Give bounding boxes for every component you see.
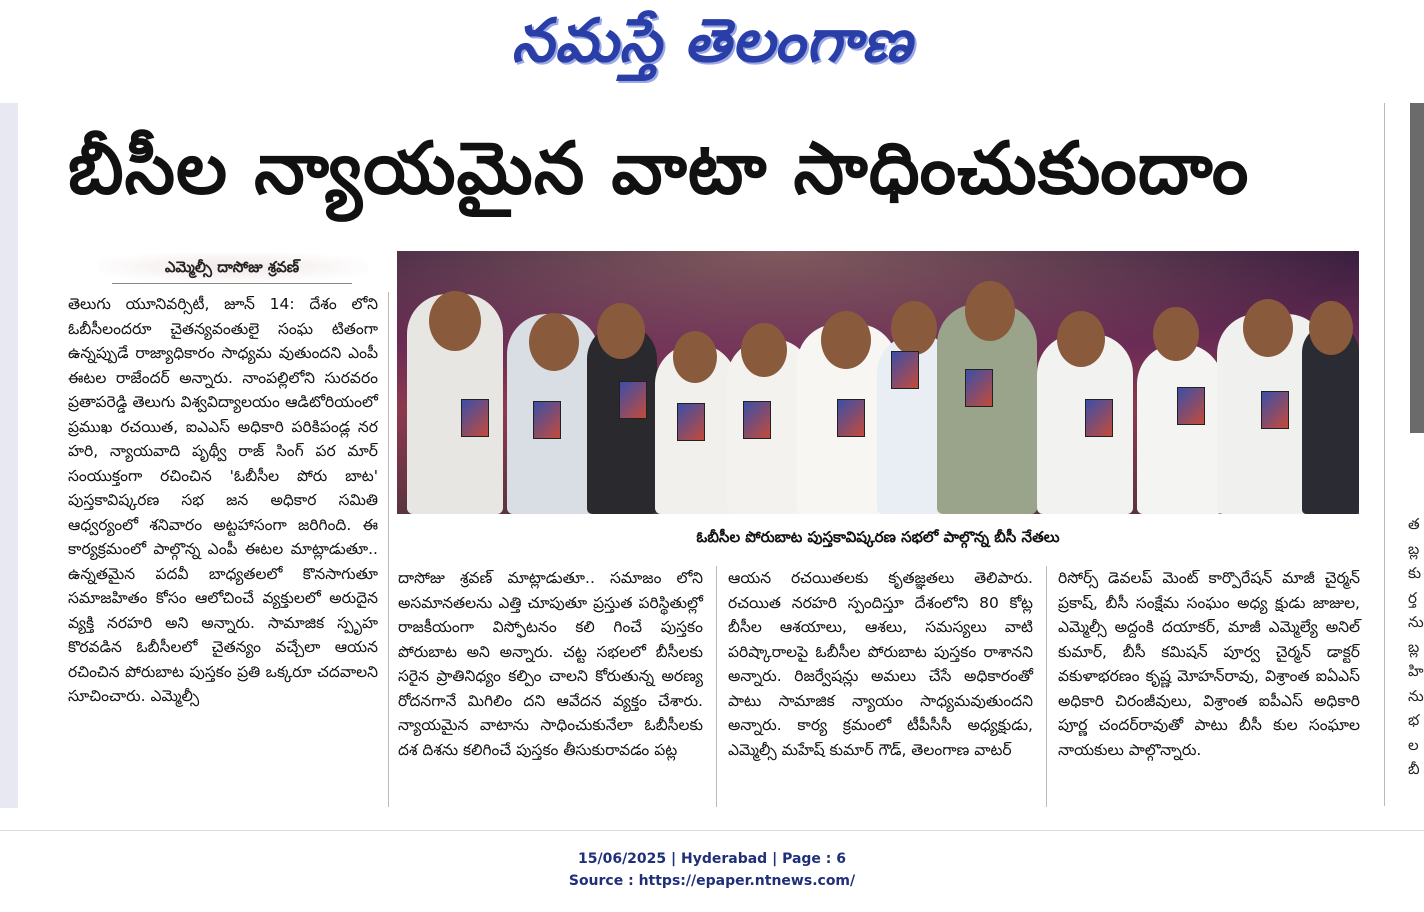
column-divider	[1046, 566, 1047, 807]
book	[1177, 387, 1205, 425]
page-divider	[1384, 103, 1385, 806]
column-divider	[716, 566, 717, 807]
person-head	[891, 301, 937, 355]
person-head	[1243, 299, 1293, 357]
person-head	[429, 291, 481, 351]
book	[743, 401, 771, 439]
article-column-3	[728, 566, 1033, 762]
book	[965, 369, 993, 407]
book	[1261, 391, 1289, 429]
masthead	[0, 0, 1424, 90]
book	[837, 399, 865, 437]
newspaper-title: నమస్తే తెలంగాణ	[511, 6, 913, 76]
person-head	[965, 281, 1015, 341]
article-column-2	[398, 566, 703, 762]
adjacent-page-photo	[1410, 103, 1424, 433]
column-divider	[388, 292, 389, 807]
person-head	[597, 303, 645, 359]
person-head	[1153, 307, 1199, 361]
person-head	[529, 313, 579, 371]
column-text: రిసోర్స్ డెవలప్ మెంట్ కార్పొరేషన్ మాజీ చైర్మన్ ప్రకాష్, బీసీ సంక్షేమ సంఘం అధ్య క్షుడు జాజుల, ఎమ్మెల్సీ అద్దంకి దయాకర్, మాజీ ఎమ్మెల్యే అనిల్ కుమార్, బీసీ కమిషన్ పూర్వ చైర్మన్ డాక్టర్ వకుళాభరణం కృష్ణ మోహన్‌రావు, విశ్రాంత ఐఏఎస్ అధికారి చిరంజీవులు, విశ్రాంత ఐపీఎస్ అధికారి పూర్ణ చందర్‌రావుతో పాటు బీసీ కుల సంఘాల నాయకులు పాల్గొన్నారు.	[1058, 569, 1360, 759]
book	[1085, 399, 1113, 437]
article-headline: బీసీల న్యాయమైన వాటా సాధించుకుందాం	[68, 126, 1250, 210]
source-link[interactable]: Source : https://epaper.ntnews.com/	[568, 873, 856, 889]
footer-divider	[0, 830, 1424, 831]
book	[677, 403, 705, 441]
adjacent-article-fragment: త బ్ల కు ర్త ను బ్ల హి ను భ ల బీ	[1408, 515, 1424, 778]
article-column-1	[68, 292, 378, 709]
person-head	[673, 331, 717, 383]
book	[891, 351, 919, 389]
column-text: ఆయన రచయితలకు కృతజ్ఞతలు తెలిపారు. రచయిత నరహరి స్పందిస్తూ దేశంలోని 80 కోట్ల బీసీల ఆశయాలు, ఆశలు, సమస్యలు వాటి పరిష్కారాలపై ఓబీసీల పోరుబాట పుస్తకం రాశానని అన్నారు. రిజర్వేషన్లు అమలు చేసే అధికారంతో పాటు సామాజిక న్యాయం సాధ్యమవుతుందని అన్నారు. కార్య క్రమంలో టీపీసీసీ అధ్యక్షుడు, ఎమ్మెల్సీ మహేష్ కుమార్ గౌడ్, తెలంగాణ వాటర్	[728, 569, 1033, 759]
article-photo	[397, 251, 1359, 514]
column-text: దాసోజు శ్రవణ్ మాట్లాడుతూ.. సమాజం లోని అసమానతలను ఎత్తి చూపుతూ ప్రస్తుత పరిస్థితుల్లో రాజకీయంగా విస్ఫోటనం కలి గించే పుస్తకం పోరుబాట అని అన్నారు. చట్ట సభలలో బీసీలకు సరైన ప్రాతినిధ్యం కల్పిం చాలని కోరుతున్న అరణ్య రోదనగానే మిగిలిం దని ఆవేదన వ్యక్తం చేశారు. న్యాయమైన వాటాను సాధించుకునేలా ఓబీసీలకు దశ దిశను కలిగించే పుస్తకం తీసుకురావడం పట్ల	[398, 569, 703, 759]
article-column-4	[1058, 566, 1360, 762]
person	[1137, 344, 1223, 514]
article-byline: ఎమ్మెల్సీ దాసోజు శ్రవణ్	[112, 258, 352, 284]
book	[533, 401, 561, 439]
edition-info: 15/06/2025 | Hyderabad | Page : 6	[577, 851, 847, 867]
person-head	[741, 323, 787, 377]
book	[619, 381, 647, 419]
book	[461, 399, 489, 437]
photo-caption: ఓబీసీల పోరుబాట పుస్తకావిష్కరణ సభలో పాల్గొన్న బీసీ నేతలు	[696, 528, 1060, 546]
person-head	[821, 311, 871, 369]
person-head	[1057, 311, 1105, 367]
page-footer	[0, 848, 1424, 892]
column-text: తెలుగు యూనివర్సిటీ, జూన్ 14: దేశం లోని ఓబీసీలందరూ చైతన్యవంతులై సంఘ టితంగా ఉన్నప్పుడే రాజ్యాధికారం సాధ్యమ వుతుందని ఎంపీ ఈటల రాజేందర్ అన్నారు. నాంపల్లిలోని సురవరం ప్రతాపరెడ్డి తెలుగు విశ్వవిద్యాలయం ఆడిటోరియంలో ప్రముఖ రచయిత, ఐఎఎస్ అధికారి పరికిపండ్ల నర హరి, న్యాయవాది పృథ్వీ రాజ్ సింగ్ పర మార్ సంయుక్తంగా రచించిన 'ఓబీసీల పోరు బాట' పుస్తకావిష్కరణ సభ జన అధికార సమితి ఆధ్వర్యంలో శనివారం అట్టహాసంగా జరిగింది. ఈ కార్యక్రమంలో పాల్గొన్న ఎంపీ ఈటల మాట్లాడుతూ.. ఉన్నతమైన పదవీ బాధ్యతలలో కొనసాగుతూ సమాజహితం కోసం ఆలోచించే వ్యక్తులలో అరుదైన వ్యక్తి నరహరి అని అన్నారు. సామాజిక స్పృహ కొరవడిన ఓబీసీలలో చైతన్యం వచ్చేలా ఆయన రచించిన పోరుబాట పుస్తకం ప్రతి ఒక్కరూ చదవాలని సూచించారు. ఎమ్మెల్సీ	[68, 295, 378, 705]
person-head	[1309, 301, 1353, 355]
left-margin-strip	[0, 103, 18, 808]
